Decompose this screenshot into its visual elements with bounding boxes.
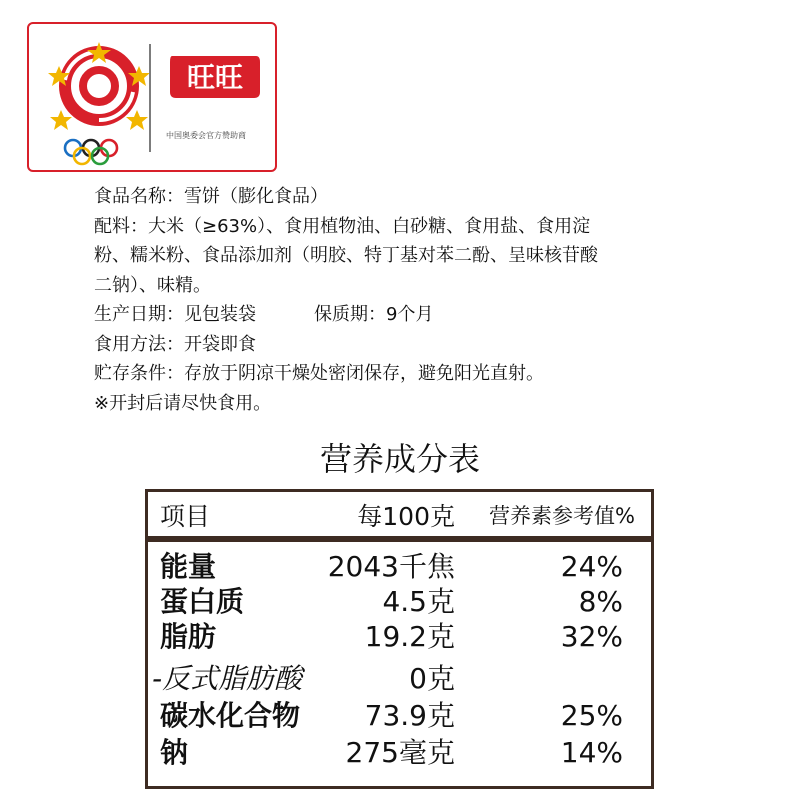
- date-shelf-line: [94, 300, 734, 330]
- nutrient-amount: 73.9克: [364, 699, 455, 732]
- nutrition-row: [148, 661, 651, 697]
- nutrition-header-row: [148, 492, 651, 539]
- nutrient-name: 钠: [160, 736, 189, 769]
- nutrient-amount: 0克: [409, 662, 455, 695]
- header-per100: 每100克: [357, 502, 455, 531]
- nutrition-row: [148, 735, 651, 771]
- nutrient-amount: 2043千焦: [327, 550, 455, 583]
- product-info-block: [94, 182, 734, 418]
- ingredients-line-1: 配料：大米（≥63%）、食用植物油、白砂糖、食用盐、食用淀: [94, 215, 591, 237]
- nutrient-amount: 19.2克: [364, 620, 455, 653]
- ingredients-line-2: 粉、糯米粉、食品添加剂（明胶、特丁基对苯二酚、呈味核苷酸: [94, 245, 598, 266]
- nutrition-table: [145, 489, 654, 789]
- usage-line: 食用方法：开袋即食: [94, 333, 256, 355]
- logo-divider: [149, 44, 151, 152]
- brand-logo-text: 旺旺: [186, 61, 244, 94]
- nutrient-name: 脂肪: [160, 620, 217, 653]
- nutrient-nrv: 32%: [560, 620, 623, 653]
- nutrient-nrv: 25%: [560, 699, 623, 732]
- nutrient-amount: 4.5克: [382, 585, 455, 618]
- olympic-committee-emblem-icon: [43, 40, 155, 166]
- want-want-brand-logo-icon: [166, 52, 262, 102]
- storage-line: 贮存条件：存放于阴凉干燥处密闭保存，避免阳光直射。: [94, 363, 544, 384]
- opened-note-line: ※开封后请尽快食用。: [94, 392, 272, 414]
- nutrition-row: [148, 584, 651, 620]
- sponsor-logo-panel: [27, 22, 277, 172]
- nutrient-name: 能量: [160, 550, 217, 583]
- nutrition-table-title: 营养成分表: [319, 440, 480, 478]
- nutrient-nrv: 24%: [560, 550, 623, 583]
- ingredients-line-3: 二钠）、味精。: [94, 274, 211, 296]
- nutrient-nrv: 14%: [560, 736, 623, 769]
- nutrition-row: [148, 619, 651, 655]
- header-nrv: 营养素参考值%: [489, 504, 635, 528]
- production-date: 生产日期：见包装袋: [94, 304, 256, 325]
- nutrition-row: [148, 549, 651, 585]
- nutrient-amount: 275毫克: [345, 736, 455, 769]
- product-name-line: 食品名称：雪饼（膨化食品）: [94, 186, 328, 207]
- nutrient-name: 蛋白质: [160, 585, 245, 618]
- nutrient-nrv: 8%: [578, 585, 623, 618]
- nutrient-name: 碳水化合物: [160, 699, 301, 732]
- header-item: 项目: [160, 502, 211, 531]
- nutrient-name: -反式脂肪酸: [152, 662, 303, 695]
- nutrition-row: [148, 698, 651, 734]
- sponsor-caption: 中国奥委会官方赞助商: [166, 131, 246, 140]
- shelf-life: 保质期：9个月: [314, 304, 434, 325]
- header-rule: [148, 539, 651, 542]
